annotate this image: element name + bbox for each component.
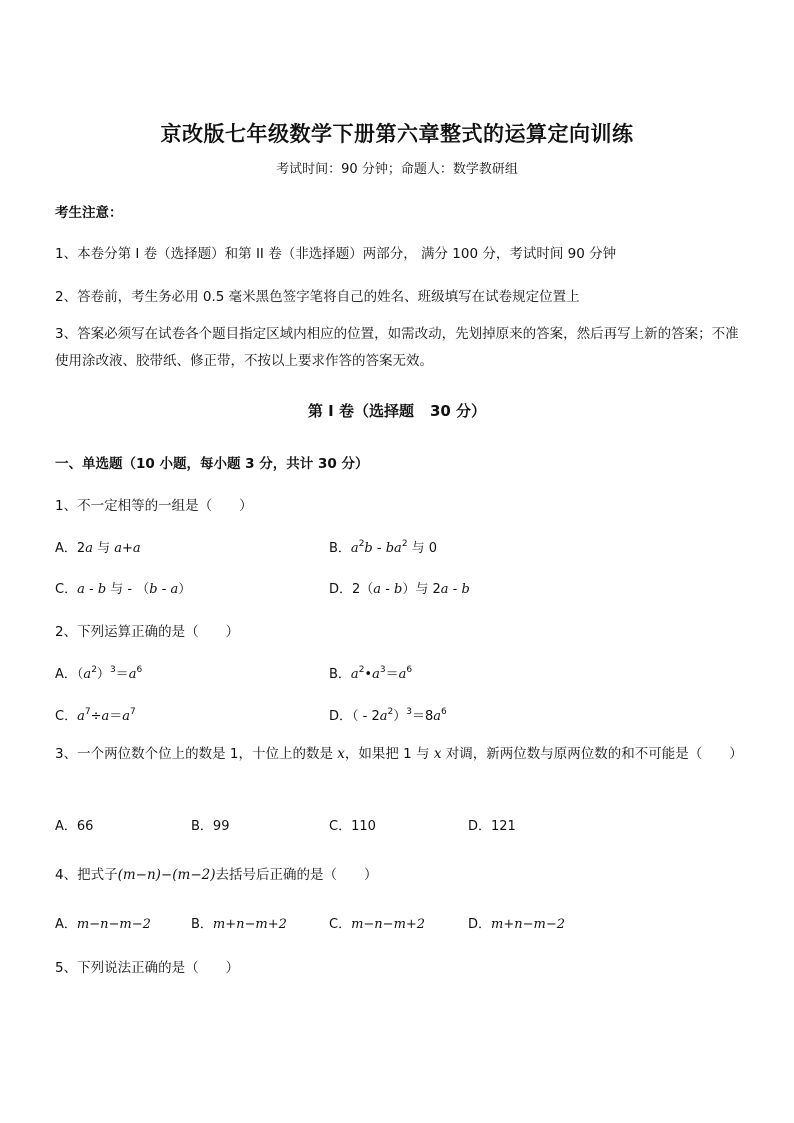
question-3-option-d: D．121: [468, 819, 516, 834]
question-1-option-c: C．a - b 与 - （b - a）: [55, 582, 192, 597]
question-4-option-a: A．m−n−m−2: [55, 917, 151, 932]
question-2-option-c: C．$a^7\div a=a^7$: [55, 707, 136, 724]
question-1-option-d: D．2（a - b）与 2a - b: [329, 582, 470, 597]
section-title-part-1: 第 I 卷（选择题: [307, 402, 414, 420]
question-3-option-a: A．66: [55, 819, 94, 834]
question-2-stem: 2、下列运算正确的是（ ）: [55, 624, 240, 640]
notice-item-1: 1、本卷分第 I 卷（选择题）和第 II 卷（非选择题）两部分， 满分 100 分，考试时间 90 分钟: [55, 246, 617, 262]
question-3-option-b: B．99: [191, 819, 230, 834]
question-2-option-a: A．$(a^2)^3=a^6$: [55, 665, 143, 682]
question-1-option-b: B．$a^2b - ba^2$ 与 0: [329, 539, 438, 556]
question-4-stem: 4、把式子(m−n)−(m−2)去括号后正确的是（ ）: [55, 867, 378, 883]
notice-heading: 考生注意：: [55, 205, 123, 221]
question-5-stem: 5、下列说法正确的是（ ）: [55, 960, 240, 976]
question-2-option-d: D．（ - $2a^2)^3=8a^6$: [329, 707, 447, 724]
part-title: 一、单选题（10 小题，每小题 3 分，共计 30 分）: [55, 456, 369, 472]
question-1-option-a: A．2a 与 a+a: [55, 541, 141, 556]
notice-item-3: 3、答案必须写在试卷各个题目指定区域内相应的位置，如需改动，先划掉原来的答案，然后再写上新的答案；不准使用涂改液、胶带纸、修正带，不按以上要求作答的答案无效。: [55, 326, 739, 369]
notice-item-2: 2、答卷前，考生务必用 0.5 毫米黑色签字笔将自己的姓名、班级填写在试卷规定位置上: [55, 289, 580, 305]
page-title: 京改版七年级数学下册第六章整式的运算定向训练: [160, 121, 634, 146]
question-3-stem: 3、一个两位数个位上的数是 1，十位上的数是 x，如果把 1 与 x 对调，新两位数与原两位数的和不可能是（ ）: [55, 746, 743, 762]
question-4-option-d: D．m+n−m−2: [468, 917, 565, 932]
question-3-option-c: C．110: [329, 819, 376, 834]
section-title: [0, 400, 794, 421]
question-1-stem: 1、不一定相等的一组是（ ）: [55, 498, 253, 514]
section-title-part-2: 30 分）: [429, 402, 487, 420]
question-4-option-c: C．m−n−m+2: [329, 917, 426, 932]
exam-info: 考试时间：90 分钟；命题人：数学教研组: [276, 162, 518, 177]
question-2-option-b: B．$a^2•a^3=a^6$: [329, 665, 413, 682]
question-4-option-b: B．m+n−m+2: [191, 917, 287, 932]
